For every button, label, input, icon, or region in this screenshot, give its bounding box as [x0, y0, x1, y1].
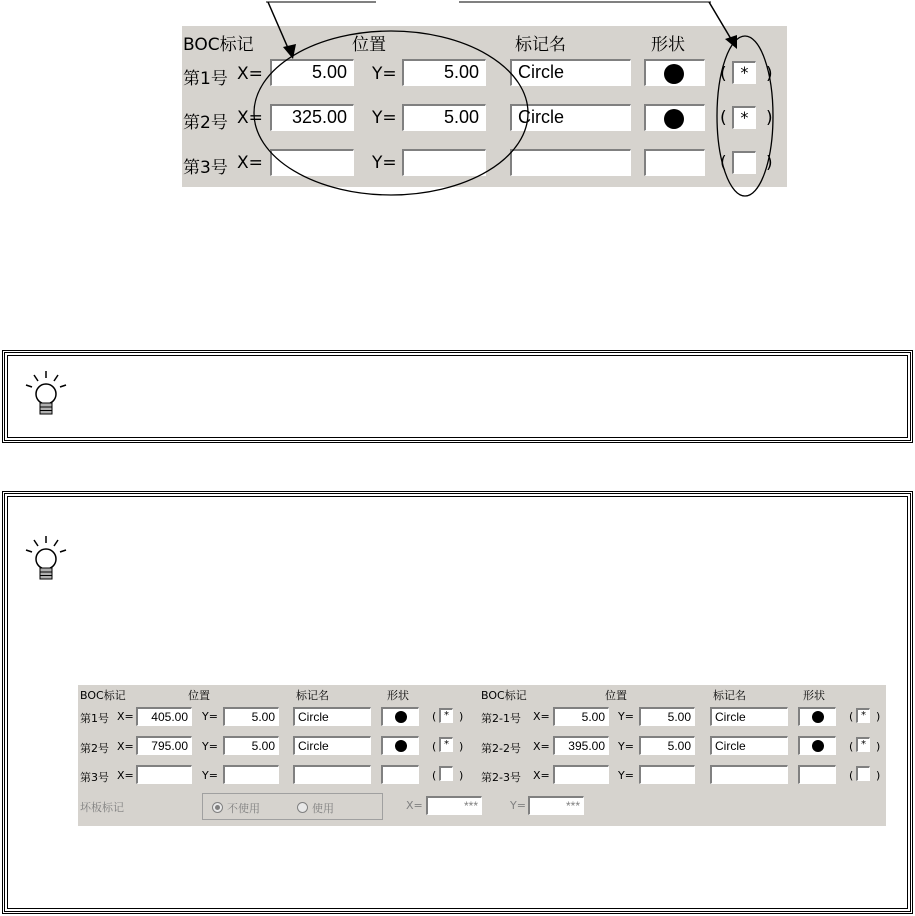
- x-prefix: X=: [117, 710, 134, 723]
- x-prefix: X=: [117, 740, 134, 753]
- row-1-x-field[interactable]: 5.00: [270, 59, 354, 86]
- radio-unused[interactable]: [212, 802, 223, 813]
- position-header: 位置: [605, 689, 627, 702]
- boc-header: BOC标记: [80, 689, 126, 702]
- right-row-3-shape-field[interactable]: [798, 765, 836, 784]
- paren-open: (: [849, 740, 854, 753]
- bad-board-option-group: [202, 793, 383, 820]
- left-row-2-label: 第2号: [80, 742, 109, 755]
- right-row-3-name-field[interactable]: [710, 765, 788, 784]
- right-row-1-name-field[interactable]: Circle: [710, 707, 788, 726]
- left-row-3-name-field[interactable]: [293, 765, 371, 784]
- left-row-2-enable-checkbox[interactable]: *: [439, 737, 453, 752]
- paren-close: ): [766, 64, 773, 84]
- left-row-1-y-field[interactable]: 5.00: [223, 707, 279, 726]
- lightbulb-tip-icon: [23, 534, 69, 584]
- right-row-3-x-field[interactable]: [553, 765, 609, 784]
- left-row-2-shape-field[interactable]: [381, 736, 419, 755]
- shape-header: 形状: [387, 689, 409, 702]
- x-prefix: X=: [533, 710, 550, 723]
- left-row-3-enable-checkbox[interactable]: [439, 766, 453, 781]
- bad-board-x-field[interactable]: ***: [426, 796, 482, 815]
- row-2-name-field[interactable]: Circle: [510, 104, 631, 131]
- shape-header: 形状: [651, 35, 685, 55]
- boc-header: BOC标记: [183, 35, 254, 55]
- circle-shape-icon: [395, 740, 407, 752]
- left-row-1-enable-checkbox[interactable]: *: [439, 708, 453, 723]
- position-highlight-ellipse: [254, 31, 528, 195]
- right-row-1-x-field[interactable]: 5.00: [553, 707, 609, 726]
- paren-open: (: [720, 64, 727, 84]
- paren-close: ): [766, 153, 773, 173]
- bad-board-y-prefix: Y=: [510, 799, 526, 812]
- left-row-1-name-field[interactable]: Circle: [293, 707, 371, 726]
- row-2-y-field[interactable]: 5.00: [402, 104, 486, 131]
- x-prefix: X=: [117, 769, 134, 782]
- y-prefix: Y=: [202, 769, 218, 782]
- row-1-y-field[interactable]: 5.00: [402, 59, 486, 86]
- right-row-1-label: 第2-1号: [481, 712, 521, 725]
- circle-shape-icon: [395, 711, 407, 723]
- row-1-label: 第1号: [183, 69, 228, 89]
- y-prefix: Y=: [618, 740, 634, 753]
- paren-close: ): [876, 740, 881, 753]
- mark-name-header: 标记名: [713, 689, 746, 702]
- row-2-enable-checkbox[interactable]: *: [732, 106, 756, 129]
- paren-close: ): [876, 769, 881, 782]
- boc-header: BOC标记: [481, 689, 527, 702]
- mark-name-header: 标记名: [515, 35, 566, 55]
- checkbox-highlight-ellipse: [717, 36, 773, 196]
- left-row-3-y-field[interactable]: [223, 765, 279, 784]
- y-prefix: Y=: [618, 769, 634, 782]
- right-row-3-enable-checkbox[interactable]: [856, 766, 870, 781]
- row-1-enable-checkbox[interactable]: *: [732, 61, 756, 84]
- right-row-1-y-field[interactable]: 5.00: [639, 707, 695, 726]
- left-row-3-x-field[interactable]: [136, 765, 192, 784]
- right-row-2-label: 第2-2号: [481, 742, 521, 755]
- position-header: 位置: [188, 689, 210, 702]
- bad-board-x-prefix: X=: [406, 799, 423, 812]
- right-row-3-label: 第2-3号: [481, 771, 521, 784]
- x-prefix: X=: [533, 769, 550, 782]
- left-row-3-shape-field[interactable]: [381, 765, 419, 784]
- circle-shape-icon: [812, 740, 824, 752]
- circle-shape-icon: [812, 711, 824, 723]
- paren-open: (: [849, 710, 854, 723]
- shape-header: 形状: [803, 689, 825, 702]
- paren-close: ): [459, 740, 464, 753]
- mark-name-header: 标记名: [296, 689, 329, 702]
- paren-close: ): [766, 108, 773, 128]
- paren-open: (: [432, 769, 437, 782]
- radio-used[interactable]: [297, 802, 308, 813]
- paren-close: ): [459, 710, 464, 723]
- x-prefix: X=: [533, 740, 550, 753]
- left-row-2-x-field[interactable]: 795.00: [136, 736, 192, 755]
- row-1-name-field[interactable]: Circle: [510, 59, 631, 86]
- tip-box-1: [2, 350, 913, 443]
- right-row-2-name-field[interactable]: Circle: [710, 736, 788, 755]
- paren-open: (: [432, 740, 437, 753]
- right-row-2-y-field[interactable]: 5.00: [639, 736, 695, 755]
- paren-close: ): [876, 710, 881, 723]
- right-row-2-shape-field[interactable]: [798, 736, 836, 755]
- right-row-1-enable-checkbox[interactable]: *: [856, 708, 870, 723]
- paren-open: (: [720, 153, 727, 173]
- row-2-label: 第2号: [183, 113, 228, 133]
- annotation-overlay: [0, 0, 915, 230]
- paren-close: ): [459, 769, 464, 782]
- position-header: 位置: [352, 35, 386, 55]
- x-prefix: X=: [237, 153, 263, 173]
- paren-open: (: [720, 108, 727, 128]
- left-row-2-name-field[interactable]: Circle: [293, 736, 371, 755]
- lightbulb-tip-icon: [23, 369, 69, 419]
- left-row-2-y-field[interactable]: 5.00: [223, 736, 279, 755]
- left-row-1-label: 第1号: [80, 712, 109, 725]
- right-row-3-y-field[interactable]: [639, 765, 695, 784]
- y-prefix: Y=: [372, 153, 397, 173]
- bad-board-mark-label: 坏板标记: [80, 801, 124, 814]
- radio-used-label: 使用: [312, 802, 334, 815]
- y-prefix: Y=: [372, 64, 397, 84]
- left-row-1-x-field[interactable]: 405.00: [136, 707, 192, 726]
- radio-unused-label: 不使用: [227, 802, 260, 815]
- boc-mark-dialog-full: [78, 685, 886, 826]
- y-prefix: Y=: [372, 108, 397, 128]
- row-2-x-field[interactable]: 325.00: [270, 104, 354, 131]
- y-prefix: Y=: [202, 710, 218, 723]
- paren-open: (: [849, 769, 854, 782]
- row-3-label: 第3号: [183, 158, 228, 178]
- left-row-3-label: 第3号: [80, 771, 109, 784]
- x-prefix: X=: [237, 108, 263, 128]
- left-row-1-shape-field[interactable]: [381, 707, 419, 726]
- right-row-2-enable-checkbox[interactable]: *: [856, 737, 870, 752]
- right-row-1-shape-field[interactable]: [798, 707, 836, 726]
- right-row-2-x-field[interactable]: 395.00: [553, 736, 609, 755]
- y-prefix: Y=: [618, 710, 634, 723]
- y-prefix: Y=: [202, 740, 218, 753]
- bad-board-y-field[interactable]: ***: [528, 796, 584, 815]
- paren-open: (: [432, 710, 437, 723]
- arrow-to-position-head: [283, 44, 296, 59]
- x-prefix: X=: [237, 64, 263, 84]
